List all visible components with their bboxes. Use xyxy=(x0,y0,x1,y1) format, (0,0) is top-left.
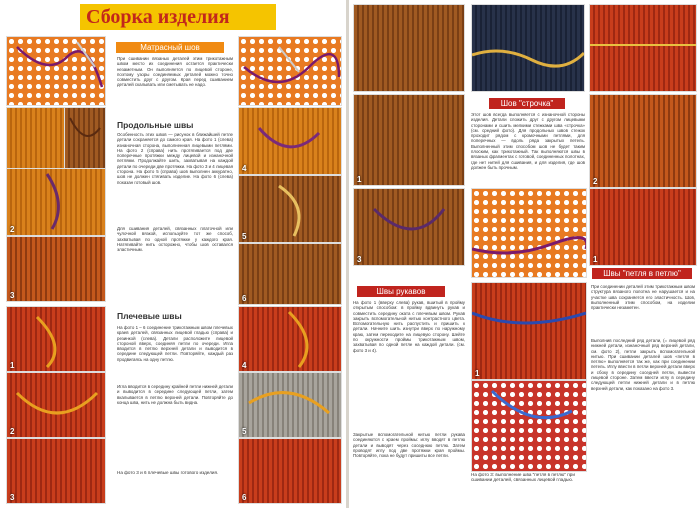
photo-number-4: 4 xyxy=(242,164,247,173)
sleeve-photo-1 xyxy=(471,282,587,380)
shoulder-photo-1 xyxy=(6,306,106,372)
loop-photo-1 xyxy=(589,188,697,266)
loop-text: При соединении деталей этим трикотажным швом структура вязаного полотна не нарушается и на участке шва сохраняется его эластичность. Шов, выполненный этим способом, на изделии практически незаметен. xyxy=(591,284,695,311)
stitch-photo-2 xyxy=(589,94,697,188)
long-photo-4 xyxy=(238,107,342,175)
stitch-number-1: 1 xyxy=(357,175,362,184)
mattress-photo-2 xyxy=(238,36,342,106)
sleeve-number-1: 1 xyxy=(475,369,480,378)
shoulder-number-4: 4 xyxy=(242,361,247,370)
loop-text-2: Выполнив последний ряд детали, (= лицевой ряд нижней детали, изнаночный ряд верхней детали, см. фото 2), петли закрыть вспомогательной нитью. При сшивании деталей шов «петля в петлю» выполняется так же, как при соединении петель. Иглу ввести в петли верхней детали вверх и сбоку в середину соседней петли, вывести лицевой стороне. Затем ввести иглу в середину следующей петли нижней детали и в петлю верхней детали, как показано на фото 3. xyxy=(591,338,695,391)
right-page xyxy=(349,0,699,508)
longitudinal-text-2: Для сшивания деталей, связанных платочной или чулочной вязкой, используйте тот же способ, захватывая по одной протяжке у каждого края. Натягивайте нить осторожно, чтобы шов оставался эластичным. xyxy=(117,226,233,253)
long-photo-2 xyxy=(6,168,106,236)
mattress-photo-1 xyxy=(6,36,106,106)
sleeve-photo-2 xyxy=(471,380,587,472)
shoulder-caption: На фото 3 и 6 плечевые швы готового изделия. xyxy=(117,470,219,475)
long-photo-5 xyxy=(238,175,342,243)
section-loop: Швы "петля в петлю" xyxy=(592,268,692,279)
shoulder-number-6: 6 xyxy=(242,493,247,502)
left-page xyxy=(0,0,346,508)
longitudinal-text: Особенность этих швов — рисунок в ближайшей петле детали сохраняется до самого края. На фото 1 (слева) изнаночная сторона, выполненная лицевыми петлями. На фото 2 (справа) нить протягивается под две поперечные протяжки между лицевой и изнаночной петлями. Продолжайте шить, захватывая на каждой детали по очереди две протяжки. На фото 3 и 4 лицевая сторона. На фото 5 (справа) шов выполнен аккуратно, шов не должен стягивать изделие. На фото 6 (слева) показан готовый шов. xyxy=(117,132,233,185)
section-stitch: Шов "строчка" xyxy=(489,98,565,109)
stitch-number-3: 3 xyxy=(357,255,362,264)
stitch-photo-top-left xyxy=(353,4,465,92)
shoulder-number-2: 2 xyxy=(10,427,15,436)
shoulder-photo-2 xyxy=(6,372,106,438)
mattress-text: При сшивании вязаных деталей этим трикотажным швом место их соединения остается практически незаметным. Он выполняется по лицевой стороне, поэтому узоры соединяемых деталей можно точно совместить друг с другом. Края перед сшиванием деталей скалывать или сметывать не надо. xyxy=(117,56,233,88)
sleeves-text: На фото 1 (вверху слева) рукав, вшитый в пройму открытым способом: в пройму вдвинуть рукав и совместить середину оката с плечевым швом. Рукав закрыть вспомогательной нитью контрастного цвета. Вспомогательную нить распустить и пришить к детали. Начните шить изнутри вверх по наружному краю, затем переходите на лицевую сторону. Шейте по окружности проймы трикотажным швом, захватывая по одной петле на каждой детали. (см. фото 3 и 4). xyxy=(353,300,465,353)
shoulder-number-3: 3 xyxy=(10,493,15,502)
photo-number-6: 6 xyxy=(242,294,247,303)
sleeves-text-2: Закрытые вспомогательной нитью петли рукава соединяются с краем проймы: иглу вводят в петлю детали и выводят через соседнюю петлю. Затем проводят иглу под две протяжки края проймы. Повторяйте, пока не будут пришиты все петли. xyxy=(353,432,465,459)
loop-number-1: 1 xyxy=(593,255,598,264)
long-photo-3 xyxy=(6,236,106,302)
shoulder-number-5: 5 xyxy=(242,427,247,436)
stitch-photo-top-mid xyxy=(471,4,585,92)
stitch-number-2: 2 xyxy=(593,177,598,186)
shoulder-number-1: 1 xyxy=(10,361,15,370)
long-photo-6 xyxy=(238,243,342,305)
section-sleeves: Швы рукавов xyxy=(357,286,445,297)
loop-caption: На фото 3: выполнение шва "петля в петлю" при сшивании деталей, связанных лицевой гладью. xyxy=(471,472,575,483)
stitch-photo-3 xyxy=(353,188,465,266)
photo-number-2: 2 xyxy=(10,225,15,234)
stitch-photo-1 xyxy=(353,94,465,186)
heading-longitudinal: Продольные швы xyxy=(117,120,194,130)
page-title: Сборка изделия xyxy=(80,4,276,30)
long-photo-1 xyxy=(6,107,66,169)
stitch-photo-top-right xyxy=(589,4,697,92)
shoulder-text-2: Игла вводится в середину крайней петли нижней детали и выводится в середине следующей петли, затем вкалывается в петлю верхней детали. Повторяйте до конца шва, нить не должна быть видна. xyxy=(117,384,233,405)
long-photo-1b xyxy=(64,107,106,169)
shoulder-text: На фото 1 – 6 соединение трикотажным швом плечевых краев деталей, связанных лицевой гладью (справа) и резинкой (слева). Детали расположите лицевой стороной вверх, соединяя петли по очереди. Игла вводится в петлю верхней детали и выводится в середине следующей петли. Повторяйте, каждый раз продвигаясь на одну петлю. xyxy=(117,325,233,362)
heading-shoulder: Плечевые швы xyxy=(117,311,182,321)
photo-number-3: 3 xyxy=(10,291,15,300)
shoulder-photo-3 xyxy=(6,438,106,504)
section-mattress: Матрасный шов xyxy=(116,42,224,53)
shoulder-photo-4 xyxy=(238,306,342,372)
photo-number-5: 5 xyxy=(242,232,247,241)
stitch-photo-mesh xyxy=(471,188,587,278)
shoulder-photo-6 xyxy=(238,438,342,504)
stitch-text: Этот шов всегда выполняется с изнаночной стороны изделия. Детали сложить друг с другом лицевыми сторонами и сшить мелкими стежками шва «строчка» (см. средний фото). Для продольных швов стежок проходит рядом с кромочными петлями, для поперечных — вдоль ряда закрытых петель. Выполненный этим способом шов не будет таким плоским, как трикотажный. Так выполняются швы в вязаных фрагментах с готовой, соединенных полотнах, где нет нитей для сшивания, и для изделия, где шов должен быть прочным. xyxy=(471,112,585,170)
shoulder-photo-5 xyxy=(238,372,342,438)
